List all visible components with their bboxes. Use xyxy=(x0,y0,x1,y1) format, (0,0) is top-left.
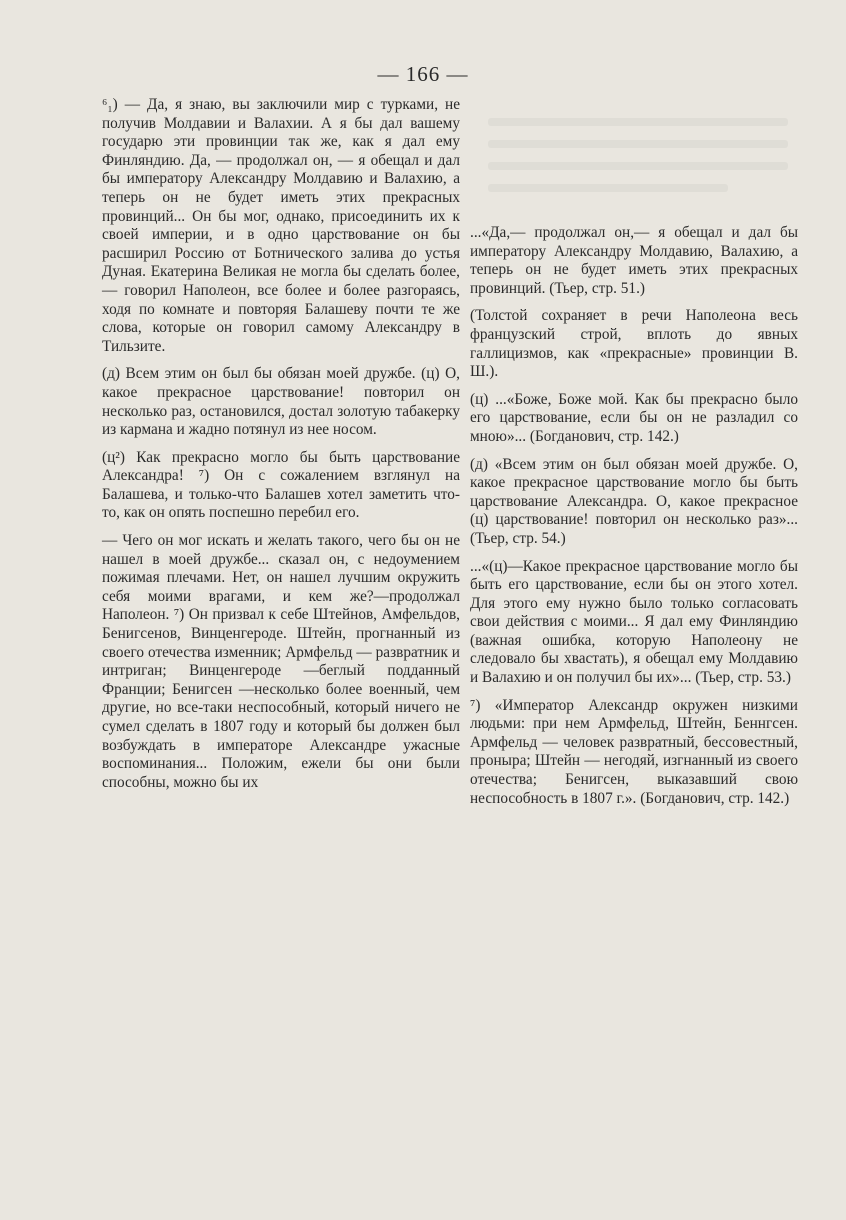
source-note: (д) «Всем этим он был обязан моей дружбе. О, какое прекрасное царствование могло бы быть царствование Александра. О, какое прекрасное (ц) царствование! повторил он несколько раз»... (Тьер, стр. 54.) xyxy=(470,455,798,547)
source-note: ⁷) «Император Александр окружен низкими людьми: при нем Армфельд, Штейн, Беннгсен. Армфельд — человек развратный, бессовестный, проныра; Штейн — негодяй, изгнанный из своего отечества; Бенигсен, выказавший свою неспособность в 1807 г.». (Богданович, стр. 142.) xyxy=(470,696,798,807)
bleed-through-line xyxy=(488,184,728,192)
page-number: — 166 — xyxy=(377,62,469,86)
main-paragraph: ⁶₁) — Да, я знаю, вы заключили мир с турками, не получив Молдавии и Валахии. А я бы дал вашему государю эти провинции так же, как я дал ему Финляндию. Да, — продолжал он, — я обещал и дал бы императору Александру Молдавию и Валахию, а теперь он не будет иметь этих прекрасных провинций... Он бы мог, однако, присоединить их к своей империи, и в одно царствование он бы расширил Россию от Ботнического залива до устья Дуная. Екатерина Великая не могла бы сделать более,— говорил Наполеон, все более и более разгораясь, ходя по комнате и повторяя Балашеву почти те же слова, которые он говорил самому Александру в Тильзите. xyxy=(102,96,460,355)
bleed-through-line xyxy=(488,162,788,170)
bleed-through-line xyxy=(488,140,788,148)
source-notes-column xyxy=(470,224,798,817)
main-paragraph: — Чего он мог искать и желать такого, чего бы он не нашел в моей дружбе... сказал он, с недоумением пожимая плечами. Нет, он нашел лучшим окружить себя моими врагами, и кем же?—продолжал Наполеон. ⁷) Он призвал к себе Штейнов, Амфельдов, Бенигсенов, Винценгероде. Штейн, прогнанный из своего отечества изменник; Армфельд — развратник и интриган; Винценгероде —беглый подданный Франции; Бенигсен —несколько более военный, чем другие, но все-таки неспособный, который ничего не сумел сделать в 1807 году и который бы должен был возбуждать в императоре Александре ужасные воспоминания... Положим, ежели бы они были способны, можно бы их xyxy=(102,532,460,791)
bleed-through-line xyxy=(488,118,788,126)
main-text-column xyxy=(102,96,460,801)
main-paragraph: (д) Всем этим он был бы обязан моей дружбе. (ц) О, какое прекрасное царствование! повторил он несколько раз, остановился, достал золотую табакерку из кармана и жадно потянул из нее носом. xyxy=(102,365,460,439)
main-paragraph: (ц²) Как прекрасно могло бы быть царствование Александра! ⁷) Он с сожалением взглянул на Балашева, и только-что Балашев хотел заметить что-то, как он опять поспешно перебил его. xyxy=(102,448,460,522)
source-note: (ц) ...«Боже, Боже мой. Как бы прекрасно было его царствование, если бы он не разладил со мною»... (Богданович, стр. 142.) xyxy=(470,390,798,445)
source-note: ...«(ц)—Какое прекрасное царствование могло бы быть его царствование, если бы он этого хотел. Для этого ему нужно было только согласовать свои действия с моими... Я дал ему Финляндию (важная ошибка, которую Наполеону не следовало бы хвастать), я обещал ему Молдавию и Валахию и он получил бы их»... (Тьер, стр. 53.) xyxy=(470,557,798,687)
source-note: ...«Да,— продолжал он,— я обещал и дал бы императору Александру Молдавию, Валахию, а теперь он не будет иметь этих прекрасных провинций. (Тьер, стр. 51.) xyxy=(470,224,798,297)
source-note: (Толстой сохраняет в речи Наполеона весь французский строй, вплоть до явных галлицизмов, как «прекрасные» провинции В. Ш.). xyxy=(470,307,798,381)
